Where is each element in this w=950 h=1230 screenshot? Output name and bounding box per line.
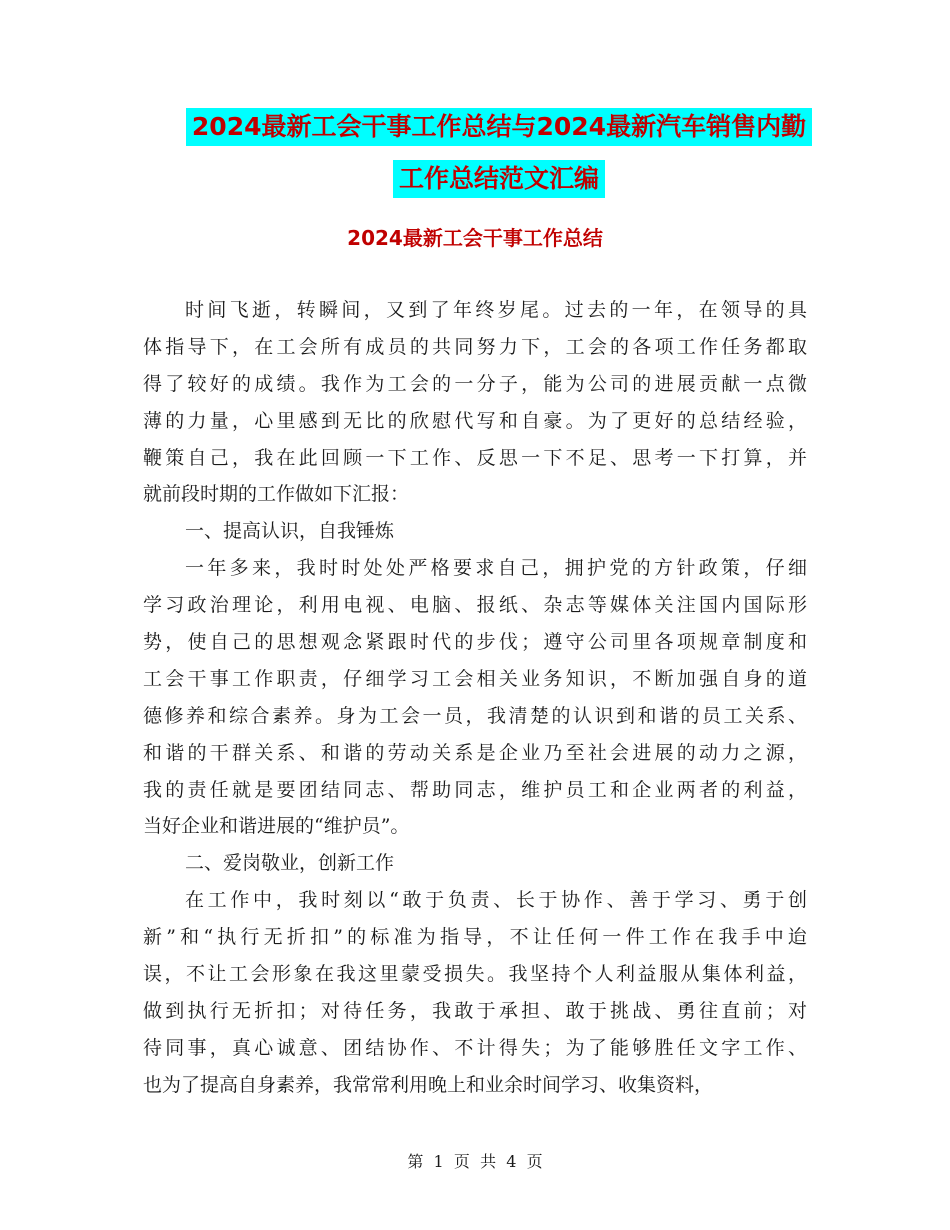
paragraph-line: 二、爱岗敬业，创新工作: [185, 852, 395, 875]
paragraph-line: 德修养和综合素养。身为工会一员，我清楚的认识到和谐的员工关系、: [143, 704, 807, 727]
paragraph-line: 势，使自己的思想观念紧跟时代的步伐；遵守公司里各项规章制度和: [143, 631, 807, 654]
paragraph-line: 工会干事工作职责，仔细学习工会相关业务知识，不断加强自身的道: [143, 667, 807, 690]
paragraph-line: 待同事，真心诚意、团结协作、不计得失；为了能够胜任文字工作、: [143, 1036, 807, 1059]
page-footer: 第 1 页 共 4 页: [407, 1152, 543, 1171]
paragraph-line: 在工作中，我时刻以“敢于负责、长于协作、善于学习、勇于创: [185, 889, 807, 912]
section-heading: 2024最新工会干事工作总结: [347, 226, 603, 250]
title-line-2: 工作总结范文汇编: [393, 160, 605, 198]
paragraph-line: 一年多来，我时时处处严格要求自己，拥护党的方针政策，仔细: [185, 557, 807, 580]
paragraph-line: 体指导下，在工会所有成员的共同努力下，工会的各项工作任务都取: [143, 335, 807, 358]
paragraph-line: 就前段时期的工作做如下汇报：: [143, 483, 410, 506]
paragraph-line: 一、提高认识，自我锤炼: [185, 520, 395, 543]
paragraph-line: 得了较好的成绩。我作为工会的一分子，能为公司的进展贡献一点微: [143, 372, 807, 395]
paragraph-line: 我的责任就是要团结同志、帮助同志，维护员工和企业两者的利益，: [143, 778, 807, 801]
body-text: [143, 292, 807, 1104]
paragraph-line: 做到执行无折扣；对待任务，我敢于承担、敢于挑战、勇往直前；对: [143, 999, 807, 1022]
paragraph-line: 误，不让工会形象在我这里蒙受损失。我坚持个人利益服从集体利益，: [143, 963, 807, 986]
paragraph-line: 学习政治理论，利用电视、电脑、报纸、杂志等媒体关注国内国际形: [143, 594, 807, 617]
paragraph-line: 也为了提高自身素养，我常常利用晚上和业余时间学习、收集资料，: [143, 1073, 714, 1096]
paragraph-line: 时间飞逝，转瞬间，又到了年终岁尾。过去的一年，在领导的具: [185, 299, 807, 321]
document-title: [186, 108, 812, 198]
title-line-1: 2024最新工会干事工作总结与2024最新汽车销售内勤: [186, 108, 812, 146]
paragraph-line: 薄的力量，心里感到无比的欣慰代写和自豪。为了更好的总结经验，: [143, 409, 807, 432]
paragraph-line: 和谐的干群关系、和谐的劳动关系是企业乃至社会进展的动力之源，: [143, 741, 807, 764]
paragraph-line: 新”和“执行无折扣”的标准为指导，不让任何一件工作在我手中迨: [143, 926, 807, 949]
paragraph-line: 鞭策自己，我在此回顾一下工作、反思一下不足、思考一下打算，并: [143, 446, 807, 469]
paragraph-line: 当好企业和谐进展的“维护员”。: [143, 815, 410, 838]
